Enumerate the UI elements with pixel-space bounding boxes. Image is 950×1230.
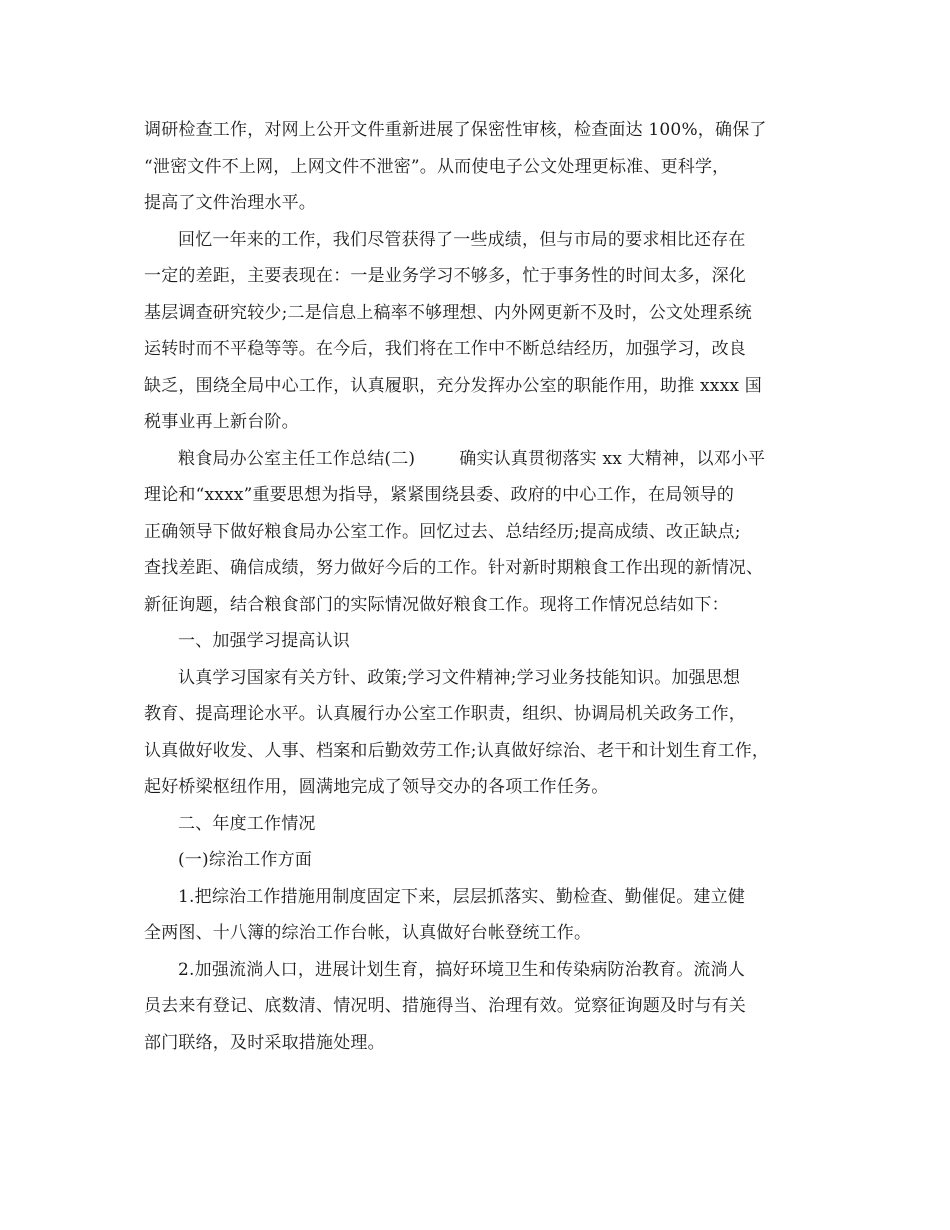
text-line: 新征询题，结合粮食部门的实际情况做好粮食工作。现将工作情况总结如下： bbox=[144, 594, 729, 615]
text-line: 正确领导下做好粮食局办公室工作。回忆过去、总结经历;提高成绩、改正缺点; bbox=[144, 521, 741, 542]
paragraph-6 bbox=[144, 952, 824, 1062]
section-title-rest: 确实认真贯彻落实 xx 大精神，以邓小平 bbox=[459, 448, 766, 469]
paragraph-1 bbox=[144, 112, 824, 222]
text-line: 1.把综治工作措施用制度固定下来，层层抓落实、勤检查、勤催促。建立健 bbox=[178, 886, 746, 907]
text-line: 查找差距、确信成绩，努力做好今后的工作。针对新时期粮食工作出现的新情况、 bbox=[144, 558, 764, 578]
heading-text: 二、年度工作情况 bbox=[178, 813, 316, 834]
text-line: 起好桥梁枢纽作用，圆满地完成了领导交办的各项工作任务。 bbox=[144, 777, 609, 797]
text-line: 认真做好收发、人事、档案和后勤效劳工作;认真做好综治、老干和计划生育工作， bbox=[144, 740, 770, 761]
text-line: 调研检查工作，对网上公开文件重新进展了保密性审核，检查面达 100%，确保了 bbox=[144, 120, 767, 140]
text-line: “泄密文件不上网，上网文件不泄密”。从而使电子公文处理更标准、更科学， bbox=[144, 156, 730, 177]
text-line: 回忆一年来的工作，我们尽管获得了一些成绩，但与市局的要求相比还存在 bbox=[178, 229, 746, 250]
text-line: 理论和“xxxx”重要思想为指导，紧紧围绕县委、政府的中心工作，在局领导的 bbox=[144, 485, 735, 505]
text-line: 税事业再上新台阶。 bbox=[144, 412, 299, 432]
paragraph-5 bbox=[144, 879, 824, 952]
text-line: 基层调查研究较少;二是信息上稿率不够理想、内外网更新不及时，公文处理系统 bbox=[144, 302, 752, 323]
text-line: 员去来有登记、底数清、情况明、措施得当、治理有效。觉察征询题及时与有关 bbox=[144, 996, 746, 1016]
text-line: 提高了文件治理水平。 bbox=[144, 193, 316, 213]
text-line: 全两图、十八簿的综治工作台帐，认真做好台帐登统工作。 bbox=[144, 923, 592, 943]
document-body bbox=[144, 112, 824, 1061]
text-line: 运转时而不平稳等等。在今后，我们将在工作中不断总结经历，加强学习，改良 bbox=[144, 339, 746, 359]
heading-text: (一)综治工作方面 bbox=[178, 850, 313, 870]
paragraph-3 bbox=[144, 441, 824, 624]
heading-1 bbox=[144, 623, 824, 660]
heading-2 bbox=[144, 806, 824, 843]
paragraph-4 bbox=[144, 660, 824, 806]
heading-3 bbox=[144, 842, 824, 879]
text-line: 一定的差距，主要表现在：一是业务学习不够多，忙于事务性的时间太多，深化 bbox=[144, 266, 746, 286]
section-title: 粮食局办公室主任工作总结(二) bbox=[178, 448, 416, 469]
text-line: 认真学习国家有关方针、政策;学习文件精神;学习业务技能知识。加强思想 bbox=[178, 667, 741, 688]
paragraph-2 bbox=[144, 222, 824, 441]
text-line: 教育、提高理论水平。认真履行办公室工作职责，组织、协调局机关政务工作， bbox=[144, 704, 746, 724]
heading-text: 一、加强学习提高认识 bbox=[178, 631, 350, 651]
text-line: 缺乏，围绕全局中心工作，认真履职，充分发挥办公室的职能作用，助推 xxxx 国 bbox=[144, 375, 762, 396]
text-line bbox=[144, 441, 824, 478]
text-line: 2.加强流淌人口，进展计划生育，搞好环境卫生和传染病防治教育。流淌人 bbox=[178, 959, 746, 980]
text-line: 部门联络，及时采取措施处理。 bbox=[144, 1032, 385, 1053]
